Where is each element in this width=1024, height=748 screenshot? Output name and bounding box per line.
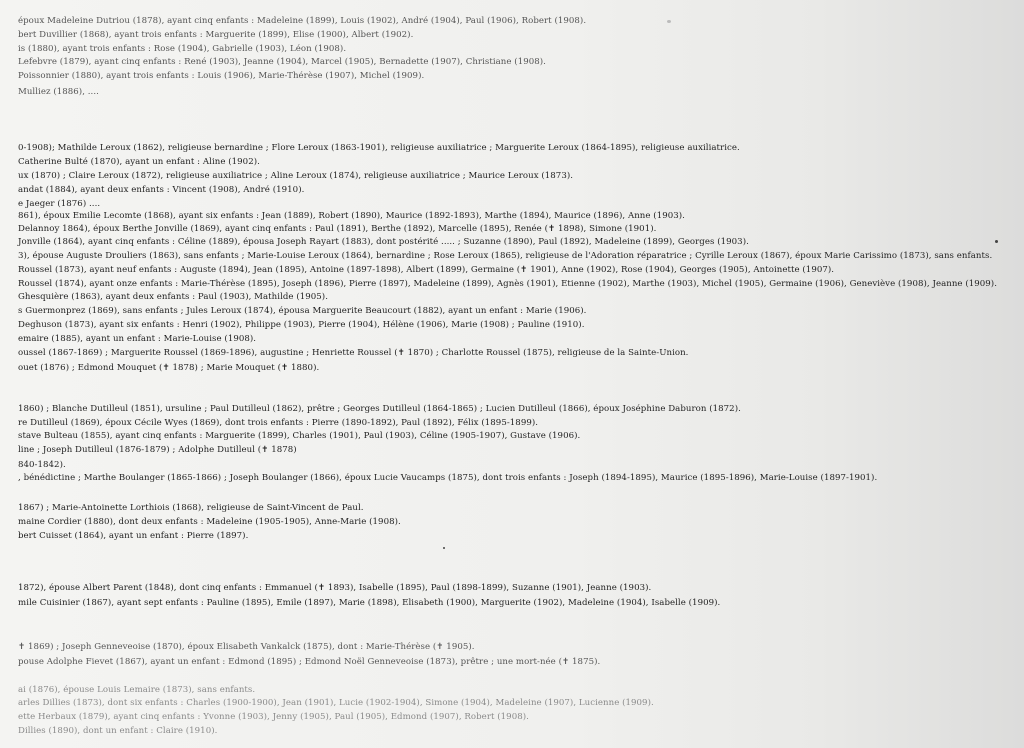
speck [667, 20, 671, 23]
text-line: 840-1842). [18, 460, 66, 470]
text-line: re Dutilleul (1869), époux Cécile Wyes (1869), dont trois enfants : Pierre (1890-1892), Paul (1892), Félix (1895-1899). [18, 418, 539, 428]
text-line: bert Cuisset (1864), ayant un enfant : Pierre (1897). [18, 531, 249, 541]
text-line: mile Cuisinier (1867), ayant sept enfants : Pauline (1895), Emile (1897), Marie (1898), Elisabeth (1900), Marguerite (1902), Madeleine (1904), Isabelle (1909). [18, 598, 721, 608]
text-line: s Guermonprez (1869), sans enfants ; Jules Leroux (1874), épousa Marguerite Beaucourt (1882), ayant un enfant : Marie (1906). [18, 306, 587, 316]
text-line: pouse Adolphe Fievet (1867), ayant un enfant : Edmond (1895) ; Edmond Noël Genneveoise (1873), prêtre ; une mort-née (✝ 1875). [18, 657, 601, 667]
text-line: 1860) ; Blanche Dutilleul (1851), ursuline ; Paul Dutilleul (1862), prêtre ; Georges Dutilleul (1864-1865) ; Lucien Dutilleul (1866), époux Joséphine Daburon (1872). [18, 404, 741, 414]
text-line: maine Cordier (1880), dont deux enfants : Madeleine (1905-1905), Anne-Marie (1908). [18, 517, 401, 527]
text-line: Roussel (1873), ayant neuf enfants : Auguste (1894), Jean (1895), Antoine (1897-1898), Albert (1899), Germaine (✝ 1901), Anne (1902), Rose (1904), Georges (1905), Antoinette (1907). [18, 265, 835, 275]
text-line: andat (1884), ayant deux enfants : Vincent (1908), André (1910). [18, 185, 305, 195]
text-line: Lefebvre (1879), ayant cinq enfants : René (1903), Jeanne (1904), Marcel (1905), Bernadette (1907), Christiane (1908). [18, 57, 546, 67]
text-line: Mulliez (1886), .... [18, 87, 99, 97]
text-line: Poissonnier (1880), ayant trois enfants : Louis (1906), Marie-Thérèse (1907), Michel (1909). [18, 71, 425, 81]
text-line: Ghesquière (1863), ayant deux enfants : Paul (1903), Mathilde (1905). [18, 292, 328, 302]
text-line: bert Duvillier (1868), ayant trois enfants : Marguerite (1899), Elise (1900), Albert (1902). [18, 30, 414, 40]
text-line: 1867) ; Marie-Antoinette Lorthiois (1868), religieuse de Saint-Vincent de Paul. [18, 503, 364, 513]
text-line: emaire (1885), ayant un enfant : Marie-Louise (1908). [18, 334, 257, 344]
text-line: ouet (1876) ; Edmond Mouquet (✝ 1878) ; Marie Mouquet (✝ 1880). [18, 363, 320, 373]
text-line: 1872), épouse Albert Parent (1848), dont cinq enfants : Emmanuel (✝ 1893), Isabelle (1895), Paul (1898-1899), Suzanne (1901), Jeanne (1903). [18, 583, 652, 593]
text-line: ette Herbaux (1879), ayant cinq enfants : Yvonne (1903), Jenny (1905), Paul (1905), Edmond (1907), Robert (1908). [18, 712, 529, 722]
text-line: , bénédictine ; Marthe Boulanger (1865-1866) ; Joseph Boulanger (1866), époux Lucie Vaucamps (1875), dont trois enfants : Joseph (1894-1895), Maurice (1895-1896), Marie-Louise (1897-1901). [18, 473, 878, 483]
text-line: ux (1870) ; Claire Leroux (1872), religieuse auxiliatrice ; Aline Leroux (1874), religieuse auxiliatrice ; Maurice Leroux (1873). [18, 171, 574, 181]
text-line: 3), épouse Auguste Drouliers (1863), sans enfants ; Marie-Louise Leroux (1864), bernardine ; Rose Leroux (1865), religieuse de l'Adoration réparatrice ; Cyrille Leroux (1867), époux Marie Carissimo (1873), sans enfants. [18, 251, 993, 261]
text-line: stave Bulteau (1855), ayant cinq enfants : Marguerite (1899), Charles (1901), Paul (1903), Céline (1905-1907), Gustave (1906). [18, 431, 581, 441]
text-line: Roussel (1874), ayant onze enfants : Marie-Thérèse (1895), Joseph (1896), Pierre (1897), Madeleine (1899), Agnès (1901), Etienne (1902), Marthe (1903), Michel (1905), Germaine (1906), Geneviève (1908), Jeanne (1909). [18, 279, 997, 289]
text-line: oussel (1867-1869) ; Marguerite Roussel (1869-1896), augustine ; Henriette Roussel (✝ 1870) ; Charlotte Roussel (1875), religieuse de la Sainte-Union. [18, 348, 689, 358]
text-line: Deghuson (1873), ayant six enfants : Henri (1902), Philippe (1903), Pierre (1904), Hélène (1906), Marie (1908) ; Pauline (1910). [18, 320, 585, 330]
text-line: Catherine Bulté (1870), ayant un enfant : Aline (1902). [18, 157, 260, 167]
text-line: 0-1908); Mathilde Leroux (1862), religieuse bernardine ; Flore Leroux (1863-1901), religieuse auxiliatrice ; Marguerite Leroux (1864-1895), religieuse auxiliatrice. [18, 143, 740, 153]
text-line: arles Dillies (1873), dont six enfants : Charles (1900-1900), Jean (1901), Lucie (1902-1904), Simone (1904), Madeleine (1907), Lucienne (1909). [18, 698, 654, 708]
text-line: Dillies (1890), dont un enfant : Claire (1910). [18, 726, 218, 736]
speck [995, 240, 998, 243]
text-line: Delannoy 1864), époux Berthe Jonville (1869), ayant cinq enfants : Paul (1891), Berthe (1892), Marcelle (1895), Renée (✝ 1898), Simone (1901). [18, 224, 657, 234]
text-line: is (1880), ayant trois enfants : Rose (1904), Gabrielle (1903), Léon (1908). [18, 44, 347, 54]
speck [443, 547, 445, 549]
text-line: 861), époux Emilie Lecomte (1868), ayant six enfants : Jean (1889), Robert (1890), Maurice (1892-1893), Marthe (1894), Maurice (1896), Anne (1903). [18, 211, 685, 221]
text-line: e Jaeger (1876) .... [18, 199, 101, 209]
text-line: ai (1876), épouse Louis Lemaire (1873), sans enfants. [18, 685, 256, 695]
text-line: Jonville (1864), ayant cinq enfants : Céline (1889), épousa Joseph Rayart (1883), dont postérité ..... ; Suzanne (1890), Paul (1892), Madeleine (1899), Georges (1903). [18, 237, 749, 247]
text-line: line ; Joseph Dutilleul (1876-1879) ; Adolphe Dutilleul (✝ 1878) [18, 445, 297, 455]
text-line: ✝ 1869) ; Joseph Genneveoise (1870), époux Elisabeth Vankalck (1875), dont : Marie-Thérèse (✝ 1905). [18, 642, 475, 652]
text-line: époux Madeleine Dutriou (1878), ayant cinq enfants : Madeleine (1899), Louis (1902), André (1904), Paul (1906), Robert (1908). [18, 16, 587, 26]
